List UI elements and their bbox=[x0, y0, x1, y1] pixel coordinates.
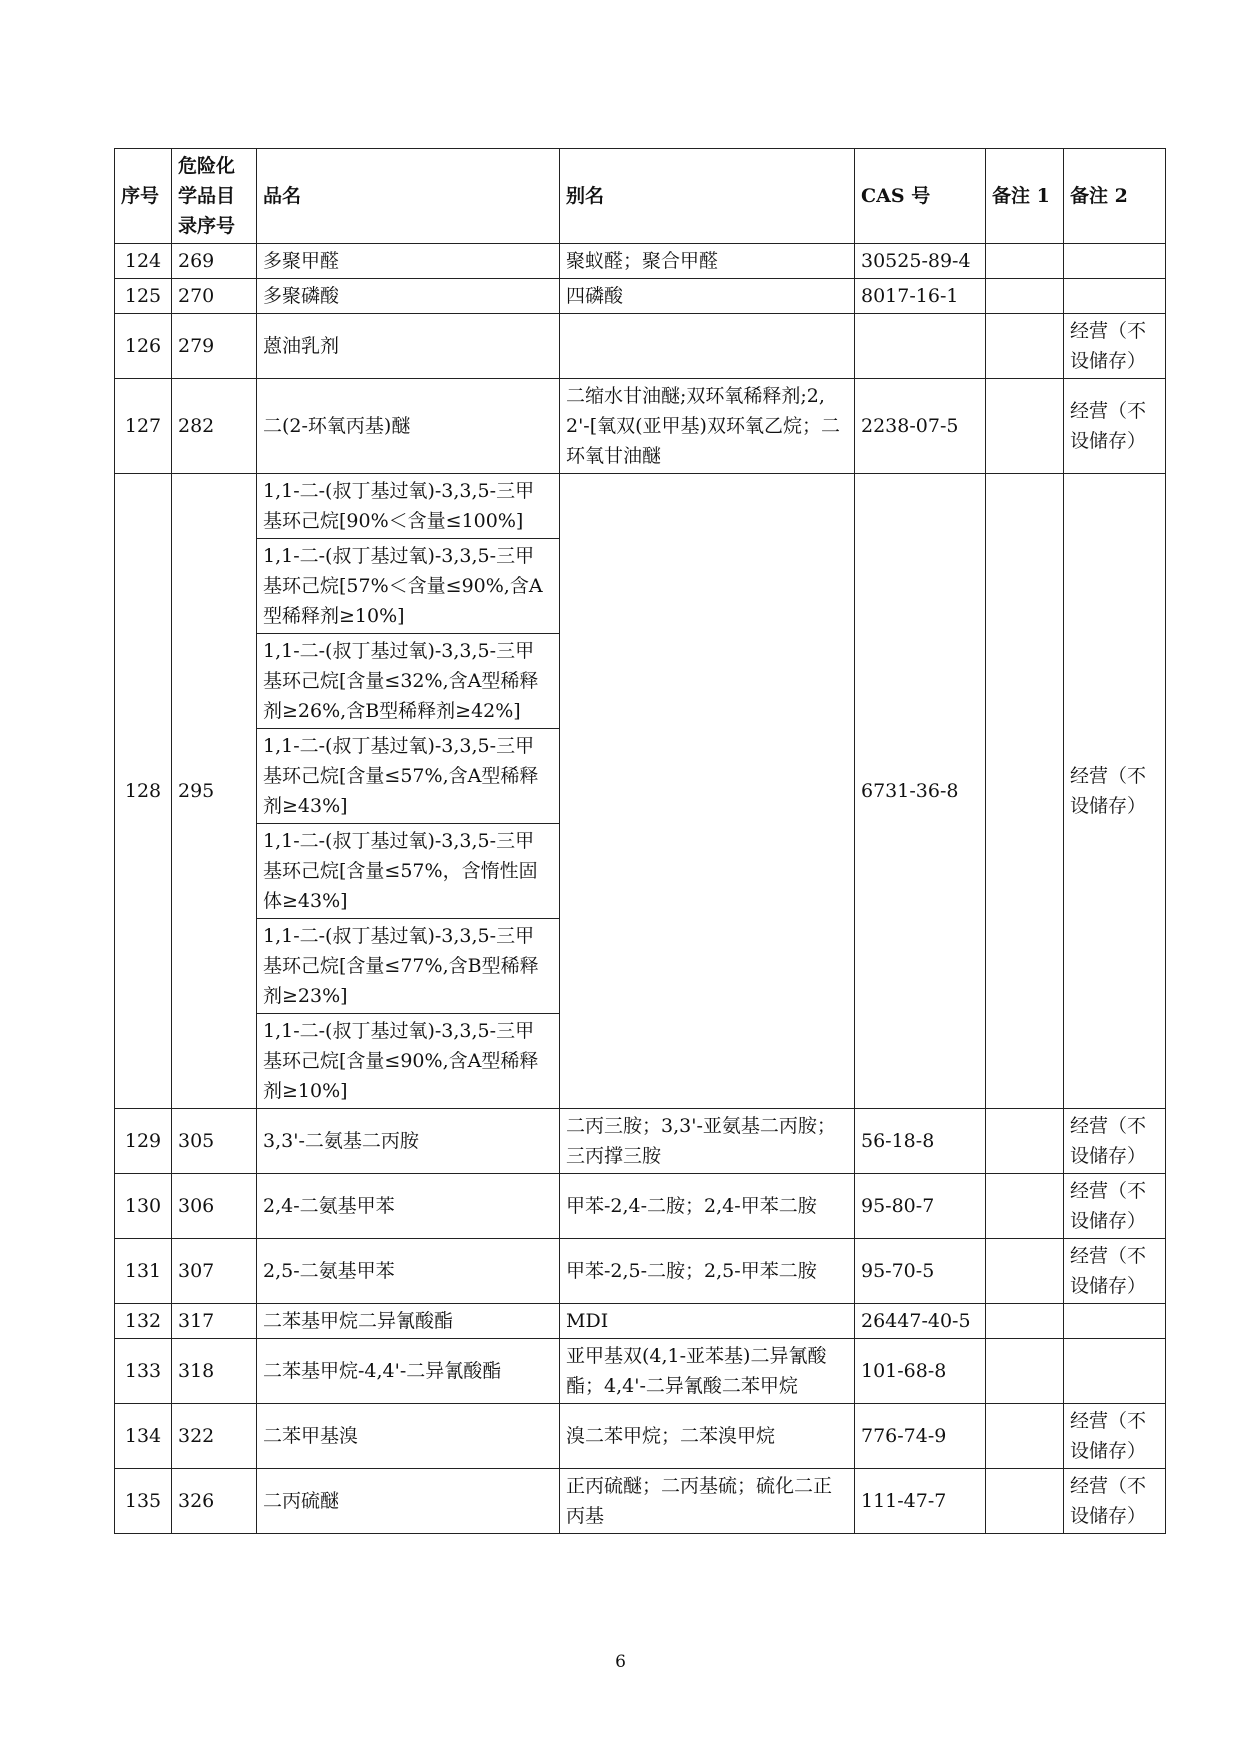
cell-note1 bbox=[986, 1109, 1064, 1174]
table-row bbox=[115, 244, 1166, 279]
group-row bbox=[115, 474, 1166, 539]
cell-name: 2,5-二氨基甲苯 bbox=[257, 1239, 560, 1304]
table-row bbox=[115, 379, 1166, 474]
cell-note1 bbox=[986, 1174, 1064, 1239]
cell-alias: 四磷酸 bbox=[560, 279, 855, 314]
cell-note2 bbox=[1064, 279, 1166, 314]
cell-no: 130 bbox=[115, 1174, 172, 1239]
cell-name: 多聚甲醛 bbox=[257, 244, 560, 279]
cell-alias: 正丙硫醚；二丙基硫；硫化二正丙基 bbox=[560, 1469, 855, 1534]
header-no: 序号 bbox=[115, 149, 172, 244]
cell-note2: 经营（不设储存） bbox=[1064, 1239, 1166, 1304]
cell-name: 3,3'-二氨基二丙胺 bbox=[257, 1109, 560, 1174]
cell-alias: 聚蚁醛；聚合甲醛 bbox=[560, 244, 855, 279]
table-row bbox=[115, 1304, 1166, 1339]
cell-name: 1,1-二-(叔丁基过氧)-3,3,5-三甲基环己烷[含量≤57%，含惰性固体≥43%] bbox=[257, 824, 560, 919]
cell-note1 bbox=[986, 474, 1064, 1109]
cell-name: 1,1-二-(叔丁基过氧)-3,3,5-三甲基环己烷[90%＜含量≤100%] bbox=[257, 474, 560, 539]
cell-name: 蒽油乳剂 bbox=[257, 314, 560, 379]
cell-catalog: 305 bbox=[172, 1109, 257, 1174]
cell-note2 bbox=[1064, 244, 1166, 279]
table-row bbox=[115, 1174, 1166, 1239]
cell-note2: 经营（不设储存） bbox=[1064, 474, 1166, 1109]
table-row bbox=[115, 279, 1166, 314]
header-catalog-no: 危险化学品目录序号 bbox=[172, 149, 257, 244]
header-alias: 别名 bbox=[560, 149, 855, 244]
cell-catalog: 322 bbox=[172, 1404, 257, 1469]
cell-note1 bbox=[986, 279, 1064, 314]
cell-note1 bbox=[986, 244, 1064, 279]
cell-name: 1,1-二-(叔丁基过氧)-3,3,5-三甲基环己烷[含量≤32%,含A型稀释剂≥26%,含B型稀释剂≥42%] bbox=[257, 634, 560, 729]
cell-alias: 二丙三胺；3,3'-亚氨基二丙胺；三丙撑三胺 bbox=[560, 1109, 855, 1174]
cell-cas: 101-68-8 bbox=[855, 1339, 986, 1404]
cell-cas: 2238-07-5 bbox=[855, 379, 986, 474]
cell-name: 2,4-二氨基甲苯 bbox=[257, 1174, 560, 1239]
table-row bbox=[115, 1109, 1166, 1174]
cell-catalog: 282 bbox=[172, 379, 257, 474]
cell-name: 二苯甲基溴 bbox=[257, 1404, 560, 1469]
cell-alias: 溴二苯甲烷；二苯溴甲烷 bbox=[560, 1404, 855, 1469]
table-row bbox=[115, 314, 1166, 379]
cell-no: 127 bbox=[115, 379, 172, 474]
cell-note2: 经营（不设储存） bbox=[1064, 379, 1166, 474]
table-row bbox=[115, 1339, 1166, 1404]
cell-alias: 甲苯-2,5-二胺；2,5-甲苯二胺 bbox=[560, 1239, 855, 1304]
cell-catalog: 279 bbox=[172, 314, 257, 379]
cell-no: 135 bbox=[115, 1469, 172, 1534]
cell-note2: 经营（不设储存） bbox=[1064, 1404, 1166, 1469]
cell-note1 bbox=[986, 379, 1064, 474]
cell-note2: 经营（不设储存） bbox=[1064, 1174, 1166, 1239]
cell-cas bbox=[855, 314, 986, 379]
cell-no: 132 bbox=[115, 1304, 172, 1339]
cell-catalog: 318 bbox=[172, 1339, 257, 1404]
cell-cas: 56-18-8 bbox=[855, 1109, 986, 1174]
cell-note1 bbox=[986, 314, 1064, 379]
cell-no: 129 bbox=[115, 1109, 172, 1174]
cell-name: 1,1-二-(叔丁基过氧)-3,3,5-三甲基环己烷[57%＜含量≤90%,含A型稀释剂≥10%] bbox=[257, 539, 560, 634]
cell-name: 二丙硫醚 bbox=[257, 1469, 560, 1534]
cell-cas: 30525-89-4 bbox=[855, 244, 986, 279]
cell-catalog: 326 bbox=[172, 1469, 257, 1534]
header-note1: 备注 1 bbox=[986, 149, 1064, 244]
cell-name: 1,1-二-(叔丁基过氧)-3,3,5-三甲基环己烷[含量≤90%,含A型稀释剂≥10%] bbox=[257, 1014, 560, 1109]
cell-note1 bbox=[986, 1339, 1064, 1404]
cell-cas: 6731-36-8 bbox=[855, 474, 986, 1109]
cell-cas: 111-47-7 bbox=[855, 1469, 986, 1534]
cell-no: 128 bbox=[115, 474, 172, 1109]
cell-catalog: 269 bbox=[172, 244, 257, 279]
header-cas: CAS 号 bbox=[855, 149, 986, 244]
cell-name: 1,1-二-(叔丁基过氧)-3,3,5-三甲基环己烷[含量≤77%,含B型稀释剂≥23%] bbox=[257, 919, 560, 1014]
header-row bbox=[115, 149, 1166, 244]
cell-name: 二苯基甲烷二异氰酸酯 bbox=[257, 1304, 560, 1339]
cell-name: 二苯基甲烷-4,4'-二异氰酸酯 bbox=[257, 1339, 560, 1404]
cell-no: 131 bbox=[115, 1239, 172, 1304]
cell-catalog: 295 bbox=[172, 474, 257, 1109]
cell-note2 bbox=[1064, 1339, 1166, 1404]
cell-alias: 亚甲基双(4,1-亚苯基)二异氰酸酯；4,4'-二异氰酸二苯甲烷 bbox=[560, 1339, 855, 1404]
cell-alias: 甲苯-2,4-二胺；2,4-甲苯二胺 bbox=[560, 1174, 855, 1239]
cell-name: 1,1-二-(叔丁基过氧)-3,3,5-三甲基环己烷[含量≤57%,含A型稀释剂≥43%] bbox=[257, 729, 560, 824]
cell-catalog: 307 bbox=[172, 1239, 257, 1304]
header-name: 品名 bbox=[257, 149, 560, 244]
cell-no: 124 bbox=[115, 244, 172, 279]
cell-no: 134 bbox=[115, 1404, 172, 1469]
cell-note2: 经营（不设储存） bbox=[1064, 314, 1166, 379]
cell-note1 bbox=[986, 1404, 1064, 1469]
table-row bbox=[115, 1239, 1166, 1304]
cell-note2: 经营（不设储存） bbox=[1064, 1109, 1166, 1174]
cell-cas: 776-74-9 bbox=[855, 1404, 986, 1469]
cell-catalog: 270 bbox=[172, 279, 257, 314]
cell-name: 多聚磷酸 bbox=[257, 279, 560, 314]
cell-no: 126 bbox=[115, 314, 172, 379]
cell-name: 二(2-环氧丙基)醚 bbox=[257, 379, 560, 474]
cell-alias bbox=[560, 314, 855, 379]
cell-catalog: 317 bbox=[172, 1304, 257, 1339]
cell-no: 125 bbox=[115, 279, 172, 314]
cell-alias: MDI bbox=[560, 1304, 855, 1339]
table-row bbox=[115, 1404, 1166, 1469]
cell-note2: 经营（不设储存） bbox=[1064, 1469, 1166, 1534]
cell-note1 bbox=[986, 1239, 1064, 1304]
header-note2: 备注 2 bbox=[1064, 149, 1166, 244]
cell-cas: 95-70-5 bbox=[855, 1239, 986, 1304]
cell-cas: 95-80-7 bbox=[855, 1174, 986, 1239]
cell-cas: 26447-40-5 bbox=[855, 1304, 986, 1339]
cell-catalog: 306 bbox=[172, 1174, 257, 1239]
chemical-table bbox=[114, 148, 1166, 1534]
cell-cas: 8017-16-1 bbox=[855, 279, 986, 314]
cell-alias bbox=[560, 474, 855, 1109]
table-row bbox=[115, 1469, 1166, 1534]
cell-note1 bbox=[986, 1469, 1064, 1534]
page-number: 6 bbox=[615, 1652, 626, 1672]
cell-note1 bbox=[986, 1304, 1064, 1339]
cell-note2 bbox=[1064, 1304, 1166, 1339]
cell-alias: 二缩水甘油醚;双环氧稀释剂;2,2'-[氧双(亚甲基)双环氧乙烷；二环氧甘油醚 bbox=[560, 379, 855, 474]
cell-no: 133 bbox=[115, 1339, 172, 1404]
